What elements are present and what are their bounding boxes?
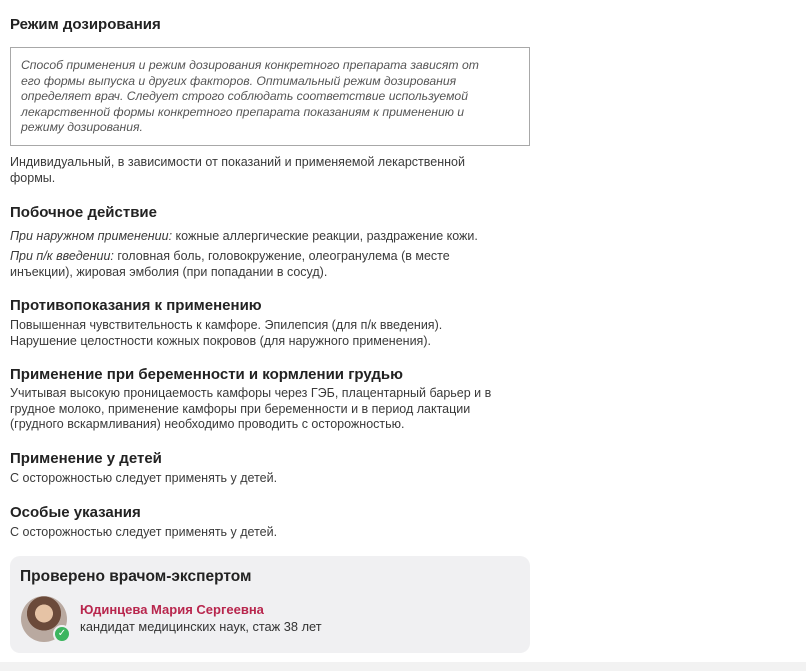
notice-line: лекарственной формы конкретного препарата показаниям к применению и: [21, 104, 465, 119]
pregnancy-text: Учитывая высокую проницаемость камфоры через ГЭБ, плацентарный барьер и в грудное молоко, применение камфоры при беременности и в период лактации (грудного вскармливания) необходимо проводить с осторожностью.: [10, 386, 492, 431]
check-icon: ✓: [53, 625, 71, 643]
notice-line: Способ применения и режим дозирования конкретного препарата зависят от: [21, 58, 479, 72]
children-text: С осторожностью следует применять у детей.: [10, 471, 278, 485]
notice-line: определяет врач. Следует строго соблюдать соответствие используемой: [21, 89, 468, 103]
dosage-notice: [10, 47, 530, 146]
section-title-pregnancy: Применение при беременности и кормлении грудью: [10, 366, 403, 383]
expert-card-title: Проверено врачом-экспертом: [20, 568, 252, 585]
side-effects-external: При наружном применении: кожные аллергические реакции, раздражение кожи.: [10, 229, 478, 243]
special-text: С осторожностью следует применять у детей.: [10, 525, 278, 539]
contraindications-text: Повышенная чувствительность к камфоре. Эпилепсия (для п/к введения). Нарушение целостности кожных покровов (для наружного применения).: [10, 318, 443, 348]
expert-description: кандидат медицинских наук, стаж 38 лет: [80, 619, 322, 634]
notice-line: его формы выпуска и других факторов. Оптимальный режим дозирования: [21, 73, 457, 88]
section-title-dosage: Режим дозирования: [10, 16, 161, 33]
expert-name-link[interactable]: Юдинцева Мария Сергеевна: [80, 602, 264, 617]
section-title-contraindications: Противопоказания к применению: [10, 297, 262, 314]
avatar[interactable]: [21, 596, 67, 642]
notice-line: режиму дозирования.: [21, 120, 143, 134]
section-title-special: Особые указания: [10, 504, 141, 521]
section-title-children: Применение у детей: [10, 450, 162, 467]
section-title-side-effects: Побочное действие: [10, 204, 157, 221]
side-effects-injection: При п/к введении: головная боль, головокружение, олеогранулема (в месте инъекции), жировая эмболия (при попадании в сосуд).: [10, 249, 450, 279]
dosage-text: Индивидуальный, в зависимости от показаний и применяемой лекарственной формы.: [10, 155, 465, 185]
expert-card: [10, 556, 530, 653]
page-footer-strip: [0, 662, 806, 671]
